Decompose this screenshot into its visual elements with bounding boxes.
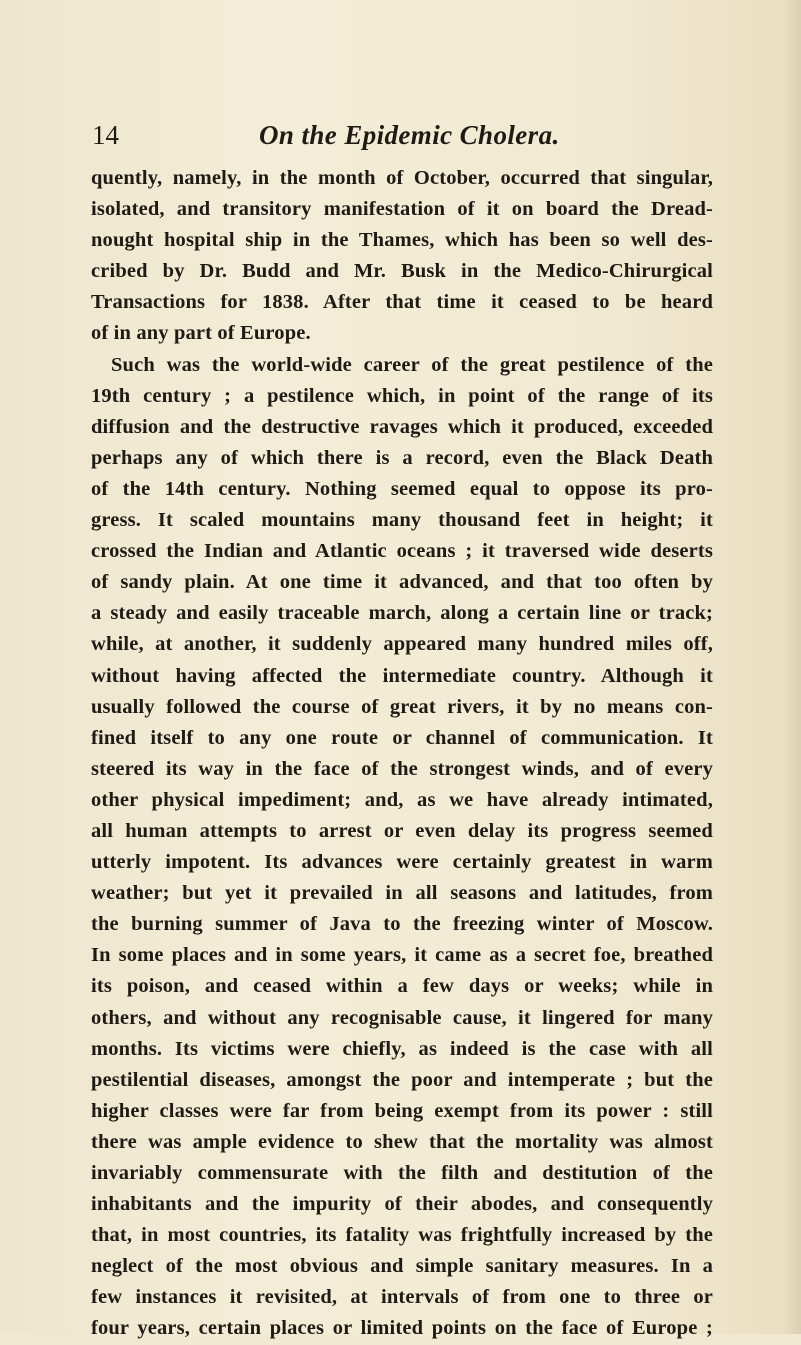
text-line: steered its way in the face of the strongest winds, and of every	[91, 757, 713, 780]
text-line: pestilential diseases, amongst the poor and intemperate ; but the	[91, 1068, 713, 1091]
body-text	[91, 163, 713, 1345]
running-title: On the Epidemic Cholera.	[259, 120, 560, 150]
text-line: weather; but yet it prevailed in all seasons and latitudes, from	[91, 882, 713, 905]
text-line: In some places and in some years, it came as a secret foe, breathed	[91, 944, 713, 967]
text-line: Such was the world-wide career of the great pestilence of the	[111, 353, 713, 376]
text-line: higher classes were far from being exempt from its power : still	[91, 1099, 713, 1122]
text-line: while, at another, it suddenly appeared many hundred miles off,	[91, 633, 713, 656]
text-line: Transactions for 1838. After that time it ceased to be heard	[91, 291, 713, 314]
page-number: 14	[92, 120, 119, 150]
text-line: others, and without any recognisable cause, it lingered for many	[91, 1006, 713, 1029]
text-line: months. Its victims were chiefly, as indeed is the case with all	[91, 1037, 713, 1060]
text-line: of in any part of Europe.	[91, 322, 311, 345]
text-line: diffusion and the destructive ravages which it produced, exceeded	[91, 415, 713, 438]
text-line: a steady and easily traceable march, along a certain line or track;	[91, 602, 713, 625]
text-line: four years, certain places or limited points on the face of Europe ;	[91, 1317, 713, 1340]
text-line: crossed the Indian and Atlantic oceans ; it traversed wide deserts	[91, 540, 713, 563]
text-line: the burning summer of Java to the freezing winter of Moscow.	[91, 913, 713, 936]
text-line: perhaps any of which there is a record, even the Black Death	[91, 446, 713, 469]
text-line: invariably commensurate with the filth and destitution of the	[91, 1162, 713, 1184]
page-edge-shadow	[783, 0, 801, 1334]
text-line: nought hospital ship in the Thames, which has been so well des-	[91, 229, 713, 252]
text-line: inhabitants and the impurity of their abodes, and consequently	[91, 1193, 713, 1216]
text-line: utterly impotent. Its advances were certainly greatest in warm	[91, 851, 713, 874]
text-line: that, in most countries, its fatality was frightfully increased by the	[91, 1224, 713, 1247]
text-line: few instances it revisited, at intervals of from one to three or	[91, 1286, 713, 1309]
page-header	[92, 118, 761, 152]
text-line: there was ample evidence to shew that the mortality was almost	[91, 1130, 713, 1153]
text-line: quently, namely, in the month of October, occurred that singular,	[91, 167, 713, 189]
text-line: usually followed the course of great rivers, it by no means con-	[91, 695, 713, 718]
text-line: of sandy plain. At one time it advanced, and that too often by	[91, 571, 713, 594]
text-line: its poison, and ceased within a few days or weeks; while in	[91, 975, 713, 998]
text-line: fined itself to any one route or channel of communication. It	[91, 726, 713, 749]
text-line: other physical impediment; and, as we have already intimated,	[91, 788, 713, 811]
text-line: all human attempts to arrest or even delay its progress seemed	[91, 819, 713, 842]
text-line: isolated, and transitory manifestation of it on board the Dread-	[91, 198, 713, 221]
text-line: cribed by Dr. Budd and Mr. Busk in the Medico-Chirurgical	[91, 260, 713, 283]
text-line: neglect of the most obvious and simple sanitary measures. In a	[91, 1255, 713, 1278]
text-line: 19th century ; a pestilence which, in point of the range of its	[91, 384, 713, 407]
text-line: without having affected the intermediate country. Although it	[91, 664, 713, 687]
text-line: gress. It scaled mountains many thousand feet in height; it	[91, 509, 713, 532]
text-line: of the 14th century. Nothing seemed equal to oppose its pro-	[91, 477, 713, 500]
